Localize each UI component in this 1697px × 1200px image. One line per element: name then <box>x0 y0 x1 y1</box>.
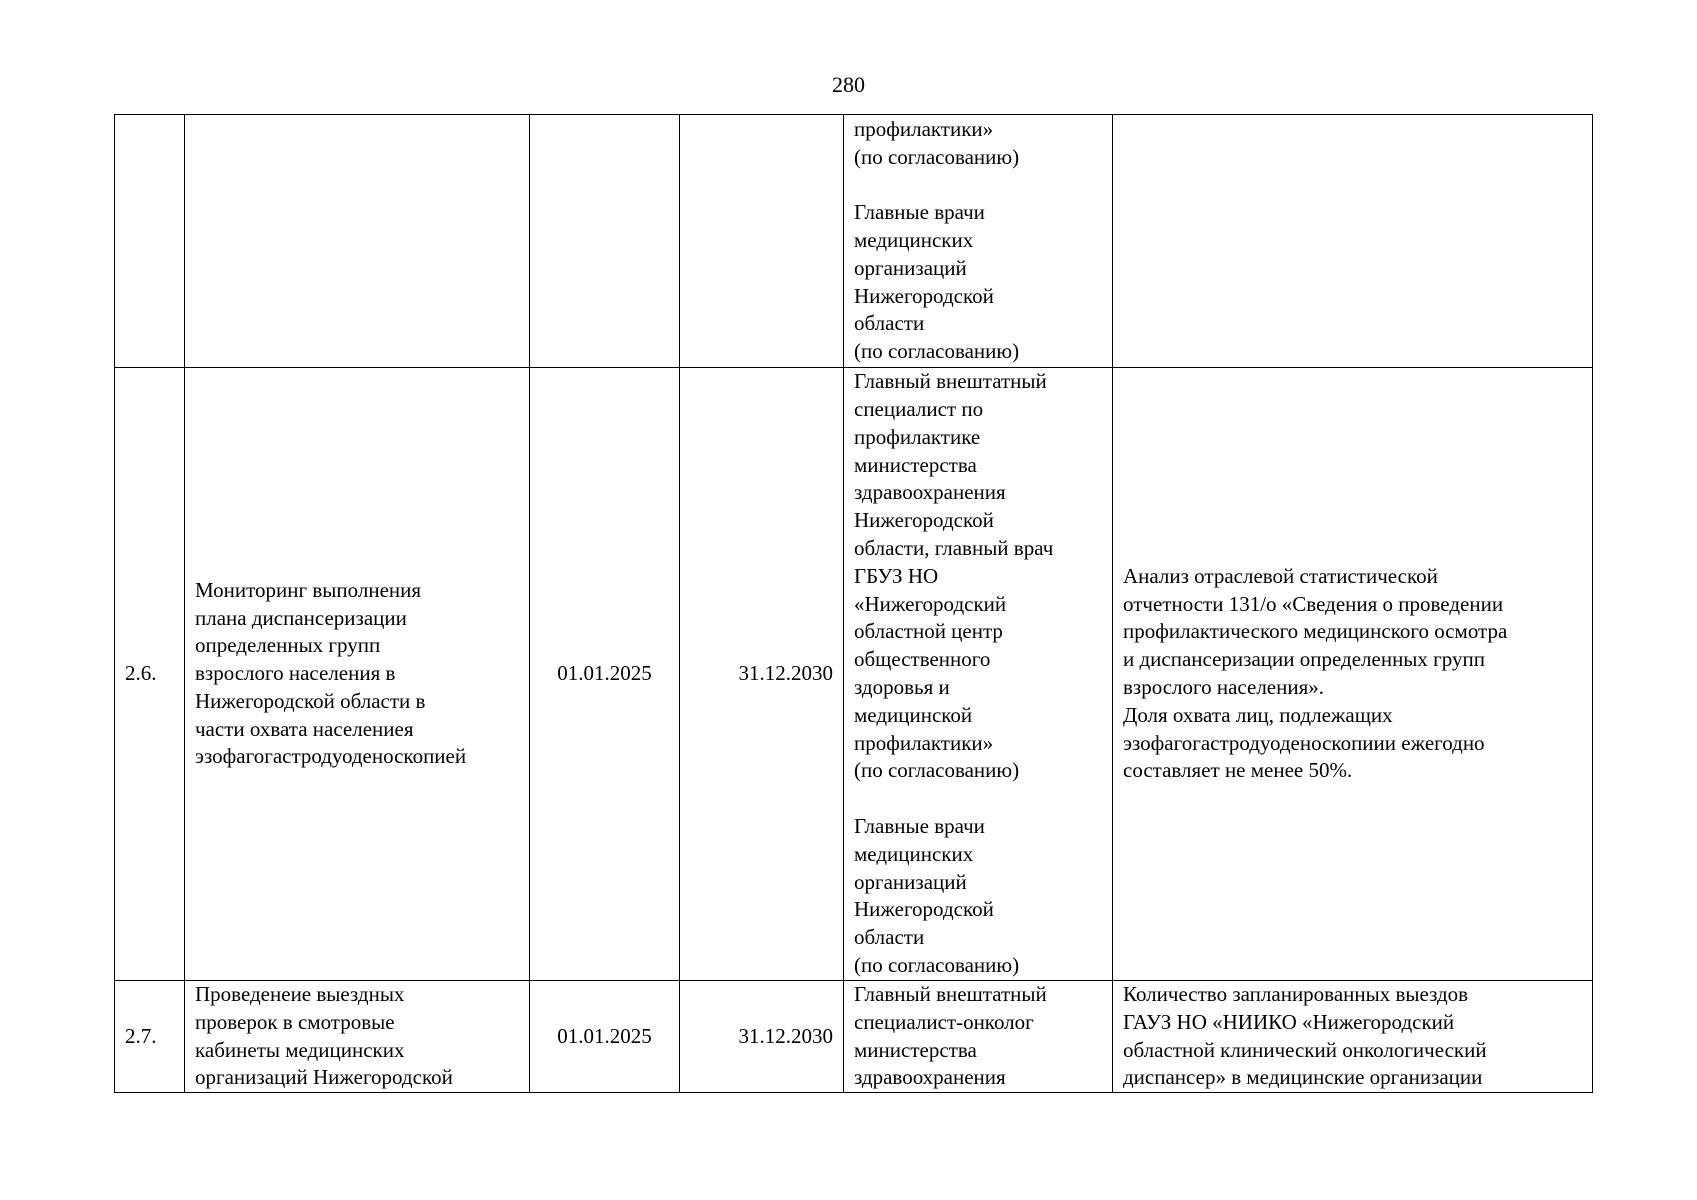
responsible-cell <box>844 981 1113 1093</box>
cell-line: (по согласованию) <box>854 952 1020 977</box>
cell-line: области, главный врач <box>854 536 1054 561</box>
cell-line: области <box>854 311 925 336</box>
cell-line: эзофагогастродуоденоскопией <box>195 744 467 769</box>
cell-line: взрослого населения в <box>195 661 396 686</box>
cell-line: здравоохранения <box>854 1065 1006 1090</box>
cell-line: организаций <box>854 255 967 280</box>
cell-line: взрослого населения». <box>1123 675 1325 699</box>
responsible-cell <box>844 368 1113 981</box>
cell-line: профилактики» <box>854 116 994 141</box>
cell-line: областной центр <box>854 619 1003 644</box>
page-number: 280 <box>832 72 865 97</box>
table-row <box>115 368 1593 981</box>
cell-line: медицинских <box>854 841 974 866</box>
cell-line: профилактического медицинского осмотра <box>1123 619 1508 644</box>
line-gap <box>854 172 1102 200</box>
row-number-cell: 2.6. <box>115 368 185 981</box>
cell-line: кабинеты медицинских <box>195 1037 405 1062</box>
result-cell <box>1113 115 1593 368</box>
row-number-cell <box>115 115 185 368</box>
cell-line: областной клинический онкологический <box>1123 1037 1487 1062</box>
cell-line: медицинских <box>854 228 974 253</box>
end-date-cell: 31.12.2030 <box>680 981 844 1093</box>
cell-line: ГБУЗ НО <box>854 563 939 588</box>
cell-line: организаций Нижегородской <box>195 1065 453 1090</box>
cell-line: определенных групп <box>195 633 381 658</box>
cell-line: здравоохранения <box>854 480 1006 505</box>
cell-line: Анализ отраслевой статистической <box>1123 563 1438 588</box>
description-cell <box>185 981 530 1093</box>
result-cell <box>1113 981 1593 1093</box>
cell-line: плана диспансеризации <box>195 605 407 630</box>
cell-line: Главные врачи <box>854 200 985 225</box>
cell-line: «Нижегородский <box>854 591 1007 616</box>
cell-line: составляет не менее 50%. <box>1123 758 1353 783</box>
table-row <box>115 981 1593 1093</box>
cell-line: министерства <box>854 1037 977 1062</box>
cell-line: министерства <box>854 452 977 477</box>
cell-line: проверок в смотровые <box>195 1009 395 1034</box>
cell-line: (по согласованию) <box>854 144 1020 169</box>
cell-line: специалист по <box>854 397 984 422</box>
cell-line: профилактике <box>854 424 981 449</box>
cell-line: области <box>854 925 925 950</box>
cell-line: диспансер» в медицинские организации <box>1123 1065 1483 1090</box>
cell-line: части охвата населениея <box>195 716 414 741</box>
cell-line: Главный внештатный <box>854 982 1047 1006</box>
cell-line: Нижегородской <box>854 283 994 308</box>
cell-line: Нижегородской <box>854 508 994 533</box>
cell-line: Нижегородской <box>854 897 994 922</box>
cell-line: отчетности 131/о «Сведения о проведении <box>1123 591 1504 616</box>
cell-line: Доля охвата лиц, подлежащих <box>1123 702 1393 727</box>
result-cell <box>1113 368 1593 981</box>
cell-line: ГАУЗ НО «НИИКО «Нижегородский <box>1123 1009 1455 1034</box>
cell-line: эзофагогастродуоденоскопиии ежегодно <box>1123 730 1485 755</box>
cell-line: и диспансеризации определенных групп <box>1123 647 1485 672</box>
cell-line: профилактики» <box>854 730 994 755</box>
row-number-cell: 2.7. <box>115 981 185 1093</box>
cell-line: Нижегородской области в <box>195 688 426 713</box>
start-date-cell: 01.01.2025 <box>530 368 680 981</box>
cell-line: организаций <box>854 869 967 894</box>
responsible-cell <box>844 115 1113 368</box>
cell-line: специалист-онколог <box>854 1009 1034 1034</box>
start-date-cell: 01.01.2025 <box>530 981 680 1093</box>
table-row <box>115 115 1593 368</box>
line-gap <box>854 785 1102 813</box>
cell-line: Мониторинг выполнения <box>195 577 422 602</box>
cell-line: Главные врачи <box>854 813 985 838</box>
cell-line: (по согласованию) <box>854 339 1020 364</box>
cell-line: медицинской <box>854 702 973 727</box>
description-cell <box>185 368 530 981</box>
description-cell <box>185 115 530 368</box>
cell-line: Количество запланированных выездов <box>1123 982 1469 1006</box>
cell-line: Главный внештатный <box>854 369 1047 394</box>
end-date-cell: 31.12.2030 <box>680 368 844 981</box>
cell-line: (по согласованию) <box>854 758 1020 783</box>
end-date-cell <box>680 115 844 368</box>
plan-table <box>114 114 1593 1093</box>
cell-line: Проведенеие выездных <box>195 982 405 1006</box>
cell-line: здоровья и <box>854 675 950 699</box>
cell-line: общественного <box>854 647 991 672</box>
start-date-cell <box>530 115 680 368</box>
